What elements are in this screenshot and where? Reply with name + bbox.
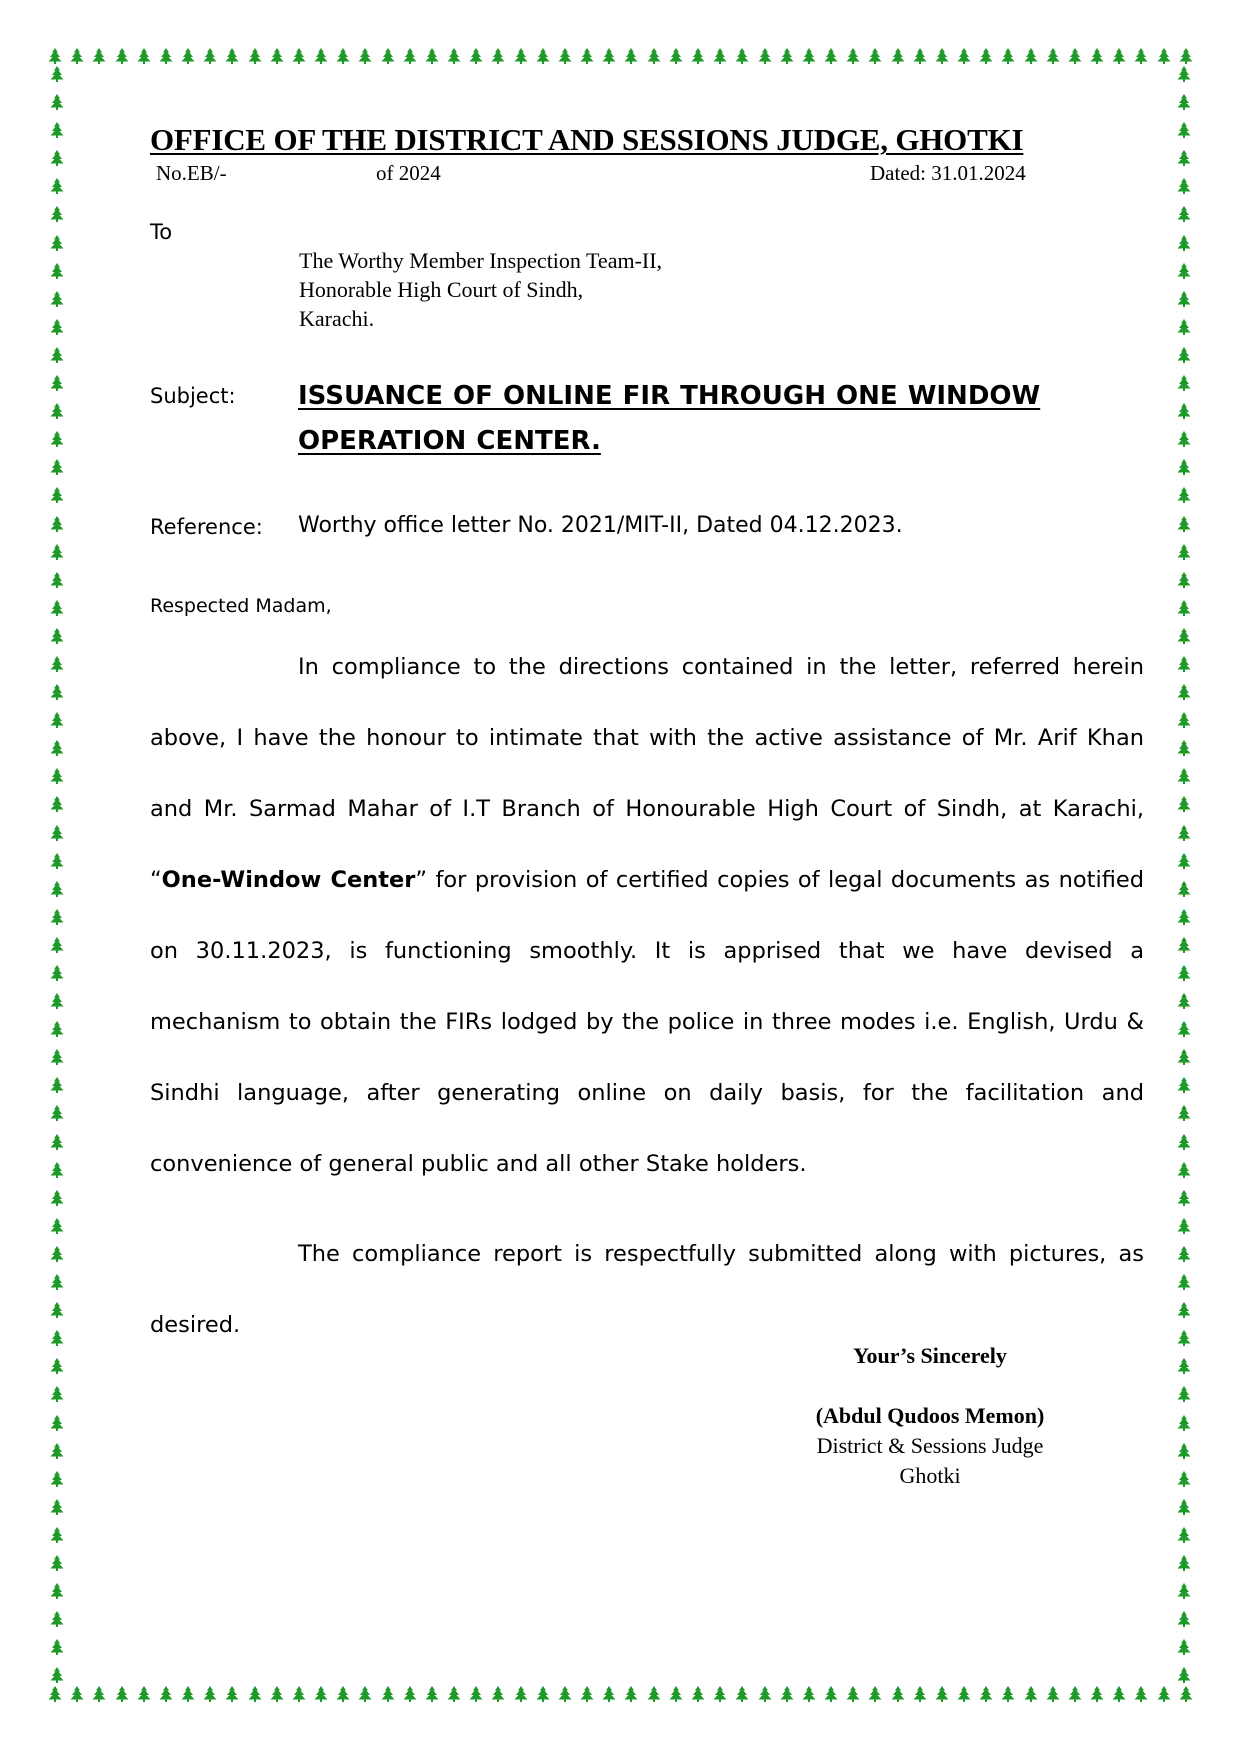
tree-icon — [1177, 1246, 1191, 1262]
tree-icon — [1177, 1611, 1191, 1627]
tree-icon — [50, 796, 64, 812]
tree-icon — [1157, 1686, 1171, 1702]
body-paragraph-1 — [150, 632, 1144, 1200]
reference-text: Worthy office letter No. 2021/MIT-II, Dated 04.12.2023. — [298, 513, 903, 538]
tree-icon — [50, 1386, 64, 1402]
tree-icon — [580, 1686, 594, 1702]
tree-icon — [50, 487, 64, 503]
tree-icon — [115, 1686, 129, 1702]
body-text: ” for provision of certified copies of legal documents as notified on 30.11.2023, is functioning smoothly. It is apprised that we have devised a mechanism to obtain the FIRs lodged by the police in three modes i.e. English, Urdu & Sindhi language, after generating online on daily basis, for the facilitation and convenience of general public and all other Stake holders. — [150, 867, 1144, 1177]
tree-icon — [181, 1686, 195, 1702]
tree-icon — [891, 48, 905, 64]
border-left — [50, 66, 64, 1684]
tree-icon — [913, 48, 927, 64]
tree-icon — [137, 48, 151, 64]
tree-icon — [50, 178, 64, 194]
border-right — [1177, 66, 1191, 1684]
tree-icon — [868, 48, 882, 64]
tree-icon — [1177, 1302, 1191, 1318]
tree-icon — [50, 235, 64, 251]
tree-icon — [1177, 1443, 1191, 1459]
tree-icon — [50, 600, 64, 616]
tree-icon — [50, 516, 64, 532]
tree-icon — [1177, 1358, 1191, 1374]
tree-icon — [50, 740, 64, 756]
tree-icon — [1177, 909, 1191, 925]
subject-label: Subject: — [150, 384, 236, 408]
tree-icon — [314, 1686, 328, 1702]
tree-icon — [1177, 1471, 1191, 1487]
tree-icon — [802, 1686, 816, 1702]
recipient-line: Honorable High Court of Sindh, — [299, 277, 584, 302]
tree-icon — [50, 825, 64, 841]
tree-icon — [50, 66, 64, 82]
tree-icon — [159, 48, 173, 64]
tree-icon — [1177, 1274, 1191, 1290]
reference-year: of 2024 — [376, 161, 441, 185]
tree-icon — [50, 1358, 64, 1374]
tree-icon — [1177, 403, 1191, 419]
tree-icon — [50, 1527, 64, 1543]
body-text: The compliance report is respectfully submitted along with pictures, as desired. — [150, 1241, 1144, 1338]
tree-icon — [447, 1686, 461, 1702]
tree-icon — [50, 1190, 64, 1206]
tree-icon — [1177, 1330, 1191, 1346]
tree-icon — [1177, 235, 1191, 251]
tree-icon — [1177, 291, 1191, 307]
tree-icon — [691, 48, 705, 64]
tree-icon — [50, 1499, 64, 1515]
tree-icon — [602, 48, 616, 64]
tree-icon — [1177, 740, 1191, 756]
tree-icon — [1177, 375, 1191, 391]
tree-icon — [1177, 1218, 1191, 1234]
tree-icon — [624, 1686, 638, 1702]
tree-icon — [536, 1686, 550, 1702]
tree-icon — [1001, 1686, 1015, 1702]
tree-icon — [1177, 1077, 1191, 1093]
tree-icon — [1177, 94, 1191, 110]
tree-icon — [225, 48, 239, 64]
tree-icon — [50, 768, 64, 784]
tree-icon — [713, 1686, 727, 1702]
tree-icon — [336, 48, 350, 64]
tree-icon — [381, 1686, 395, 1702]
tree-icon — [1090, 1686, 1104, 1702]
tree-icon — [758, 1686, 772, 1702]
tree-icon — [50, 993, 64, 1009]
tree-icon — [48, 48, 62, 64]
tree-icon — [1157, 48, 1171, 64]
border-top — [48, 48, 1193, 64]
tree-icon — [314, 48, 328, 64]
signatory-designation: District & Sessions Judge — [816, 1433, 1044, 1458]
one-window-center-emphasis: One-Window Center — [161, 867, 416, 893]
recipient-line: Karachi. — [299, 306, 375, 331]
tree-icon — [1177, 937, 1191, 953]
to-label: To — [150, 220, 173, 244]
tree-icon — [647, 48, 661, 64]
tree-icon — [1177, 459, 1191, 475]
tree-icon — [403, 48, 417, 64]
tree-icon — [137, 1686, 151, 1702]
tree-icon — [270, 1686, 284, 1702]
tree-icon — [1177, 516, 1191, 532]
tree-icon — [1177, 825, 1191, 841]
tree-icon — [1177, 1415, 1191, 1431]
tree-icon — [1179, 48, 1193, 64]
tree-icon — [1177, 150, 1191, 166]
tree-icon — [50, 291, 64, 307]
tree-icon — [203, 1686, 217, 1702]
tree-icon — [292, 1686, 306, 1702]
tree-icon — [50, 347, 64, 363]
tree-icon — [691, 1686, 705, 1702]
tree-icon — [1068, 48, 1082, 64]
tree-icon — [92, 48, 106, 64]
tree-icon — [48, 1686, 62, 1702]
tree-icon — [1177, 1555, 1191, 1571]
tree-icon — [979, 1686, 993, 1702]
tree-icon — [50, 1555, 64, 1571]
tree-icon — [1090, 48, 1104, 64]
tree-icon — [50, 1583, 64, 1599]
tree-icon — [647, 1686, 661, 1702]
tree-icon — [50, 572, 64, 588]
tree-icon — [1046, 1686, 1060, 1702]
tree-icon — [758, 48, 772, 64]
tree-icon — [669, 48, 683, 64]
tree-icon — [1046, 48, 1060, 64]
tree-icon — [381, 48, 395, 64]
tree-icon — [50, 1134, 64, 1150]
tree-icon — [1177, 122, 1191, 138]
tree-icon — [181, 48, 195, 64]
body-text: In compliance to the directions contained in the letter, referred herein above, I have the honour to intimate that with the active assistance of Mr. Arif Khan and Mr. Sarmad Mahar of I.T Branch of Honourable High Court of Sindh, at Karachi, “ — [150, 654, 1144, 893]
tree-icon — [50, 1218, 64, 1234]
tree-icon — [403, 1686, 417, 1702]
tree-icon — [1177, 881, 1191, 897]
tree-icon — [1177, 853, 1191, 869]
tree-icon — [891, 1686, 905, 1702]
tree-icon — [1177, 431, 1191, 447]
tree-icon — [802, 48, 816, 64]
tree-icon — [1177, 487, 1191, 503]
tree-icon — [203, 48, 217, 64]
tree-icon — [270, 48, 284, 64]
tree-icon — [1177, 1667, 1191, 1683]
tree-icon — [50, 403, 64, 419]
tree-icon — [50, 1667, 64, 1683]
tree-icon — [248, 48, 262, 64]
tree-icon — [1177, 1639, 1191, 1655]
tree-icon — [469, 1686, 483, 1702]
tree-icon — [50, 1471, 64, 1487]
tree-icon — [50, 1443, 64, 1459]
tree-icon — [1177, 684, 1191, 700]
tree-icon — [50, 656, 64, 672]
tree-icon — [1177, 1021, 1191, 1037]
tree-icon — [50, 1246, 64, 1262]
body-paragraph-2 — [150, 1219, 1144, 1361]
tree-icon — [292, 48, 306, 64]
tree-icon — [50, 628, 64, 644]
tree-icon — [558, 48, 572, 64]
tree-icon — [70, 48, 84, 64]
tree-icon — [425, 1686, 439, 1702]
tree-icon — [50, 375, 64, 391]
tree-icon — [602, 1686, 616, 1702]
tree-icon — [1177, 263, 1191, 279]
tree-icon — [491, 48, 505, 64]
tree-icon — [1177, 319, 1191, 335]
tree-icon — [50, 206, 64, 222]
tree-icon — [50, 1415, 64, 1431]
tree-icon — [50, 853, 64, 869]
tree-icon — [115, 48, 129, 64]
tree-icon — [957, 48, 971, 64]
tree-icon — [1134, 48, 1148, 64]
tree-icon — [225, 1686, 239, 1702]
tree-icon — [248, 1686, 262, 1702]
tree-icon — [1177, 1190, 1191, 1206]
tree-icon — [1177, 628, 1191, 644]
tree-icon — [514, 1686, 528, 1702]
tree-icon — [735, 48, 749, 64]
tree-icon — [824, 48, 838, 64]
tree-icon — [624, 48, 638, 64]
tree-icon — [713, 48, 727, 64]
tree-icon — [868, 1686, 882, 1702]
tree-icon — [780, 48, 794, 64]
tree-icon — [50, 881, 64, 897]
tree-icon — [425, 48, 439, 64]
tree-icon — [50, 1330, 64, 1346]
letter-date: Dated: 31.01.2024 — [870, 161, 1026, 185]
tree-icon — [979, 48, 993, 64]
tree-icon — [536, 48, 550, 64]
tree-icon — [1177, 206, 1191, 222]
tree-icon — [1177, 993, 1191, 1009]
tree-icon — [580, 48, 594, 64]
tree-icon — [50, 459, 64, 475]
tree-icon — [50, 684, 64, 700]
tree-icon — [1177, 1134, 1191, 1150]
tree-icon — [913, 1686, 927, 1702]
tree-icon — [50, 1162, 64, 1178]
tree-icon — [336, 1686, 350, 1702]
tree-icon — [1024, 48, 1038, 64]
signatory-station: Ghotki — [899, 1463, 961, 1488]
tree-icon — [50, 94, 64, 110]
tree-icon — [358, 1686, 372, 1702]
tree-icon — [50, 319, 64, 335]
reference-label: Reference: — [150, 515, 263, 539]
tree-icon — [1177, 796, 1191, 812]
office-title: OFFICE OF THE DISTRICT AND SESSIONS JUDGE, GHOTKI — [150, 122, 1024, 157]
tree-icon — [558, 1686, 572, 1702]
tree-icon — [50, 1021, 64, 1037]
tree-icon — [50, 712, 64, 728]
recipient-line: The Worthy Member Inspection Team-II, — [299, 248, 663, 273]
tree-icon — [1179, 1686, 1193, 1702]
tree-icon — [846, 1686, 860, 1702]
tree-icon — [50, 431, 64, 447]
tree-icon — [1134, 1686, 1148, 1702]
tree-icon — [50, 1105, 64, 1121]
tree-icon — [50, 263, 64, 279]
tree-icon — [50, 1639, 64, 1655]
tree-icon — [92, 1686, 106, 1702]
tree-icon — [1068, 1686, 1082, 1702]
tree-icon — [1177, 656, 1191, 672]
tree-icon — [957, 1686, 971, 1702]
tree-icon — [1177, 712, 1191, 728]
tree-icon — [1177, 768, 1191, 784]
tree-icon — [50, 544, 64, 560]
closing: Your’s Sincerely — [853, 1343, 1007, 1368]
tree-icon — [735, 1686, 749, 1702]
signatory-name: (Abdul Qudoos Memon) — [815, 1403, 1045, 1428]
tree-icon — [1177, 1386, 1191, 1402]
tree-icon — [50, 150, 64, 166]
tree-icon — [1177, 1049, 1191, 1065]
tree-icon — [491, 1686, 505, 1702]
tree-icon — [50, 1302, 64, 1318]
tree-icon — [50, 909, 64, 925]
tree-icon — [935, 48, 949, 64]
reference-number: No.EB/- — [156, 161, 227, 185]
tree-icon — [935, 1686, 949, 1702]
tree-icon — [358, 48, 372, 64]
subject-text: ISSUANCE OF ONLINE FIR THROUGH ONE WINDOW OPERATION CENTER. — [298, 381, 1041, 456]
tree-icon — [1177, 1105, 1191, 1121]
tree-icon — [1112, 1686, 1126, 1702]
tree-icon — [70, 1686, 84, 1702]
tree-icon — [780, 1686, 794, 1702]
tree-icon — [1177, 347, 1191, 363]
tree-icon — [50, 1274, 64, 1290]
tree-icon — [1112, 48, 1126, 64]
tree-icon — [669, 1686, 683, 1702]
tree-icon — [1177, 1499, 1191, 1515]
tree-icon — [1177, 572, 1191, 588]
tree-icon — [1177, 66, 1191, 82]
tree-icon — [1177, 1527, 1191, 1543]
tree-icon — [1177, 965, 1191, 981]
tree-icon — [50, 937, 64, 953]
tree-icon — [50, 965, 64, 981]
tree-icon — [50, 1077, 64, 1093]
tree-icon — [514, 48, 528, 64]
tree-icon — [846, 48, 860, 64]
tree-icon — [1177, 1162, 1191, 1178]
tree-icon — [447, 48, 461, 64]
tree-icon — [1001, 48, 1015, 64]
tree-icon — [1177, 544, 1191, 560]
tree-icon — [159, 1686, 173, 1702]
tree-icon — [1177, 1583, 1191, 1599]
tree-icon — [824, 1686, 838, 1702]
tree-icon — [50, 1611, 64, 1627]
tree-icon — [50, 122, 64, 138]
tree-icon — [469, 48, 483, 64]
salutation: Respected Madam, — [150, 595, 332, 617]
border-bottom — [48, 1686, 1193, 1702]
tree-icon — [1024, 1686, 1038, 1702]
tree-icon — [1177, 600, 1191, 616]
tree-icon — [1177, 178, 1191, 194]
tree-icon — [50, 1049, 64, 1065]
